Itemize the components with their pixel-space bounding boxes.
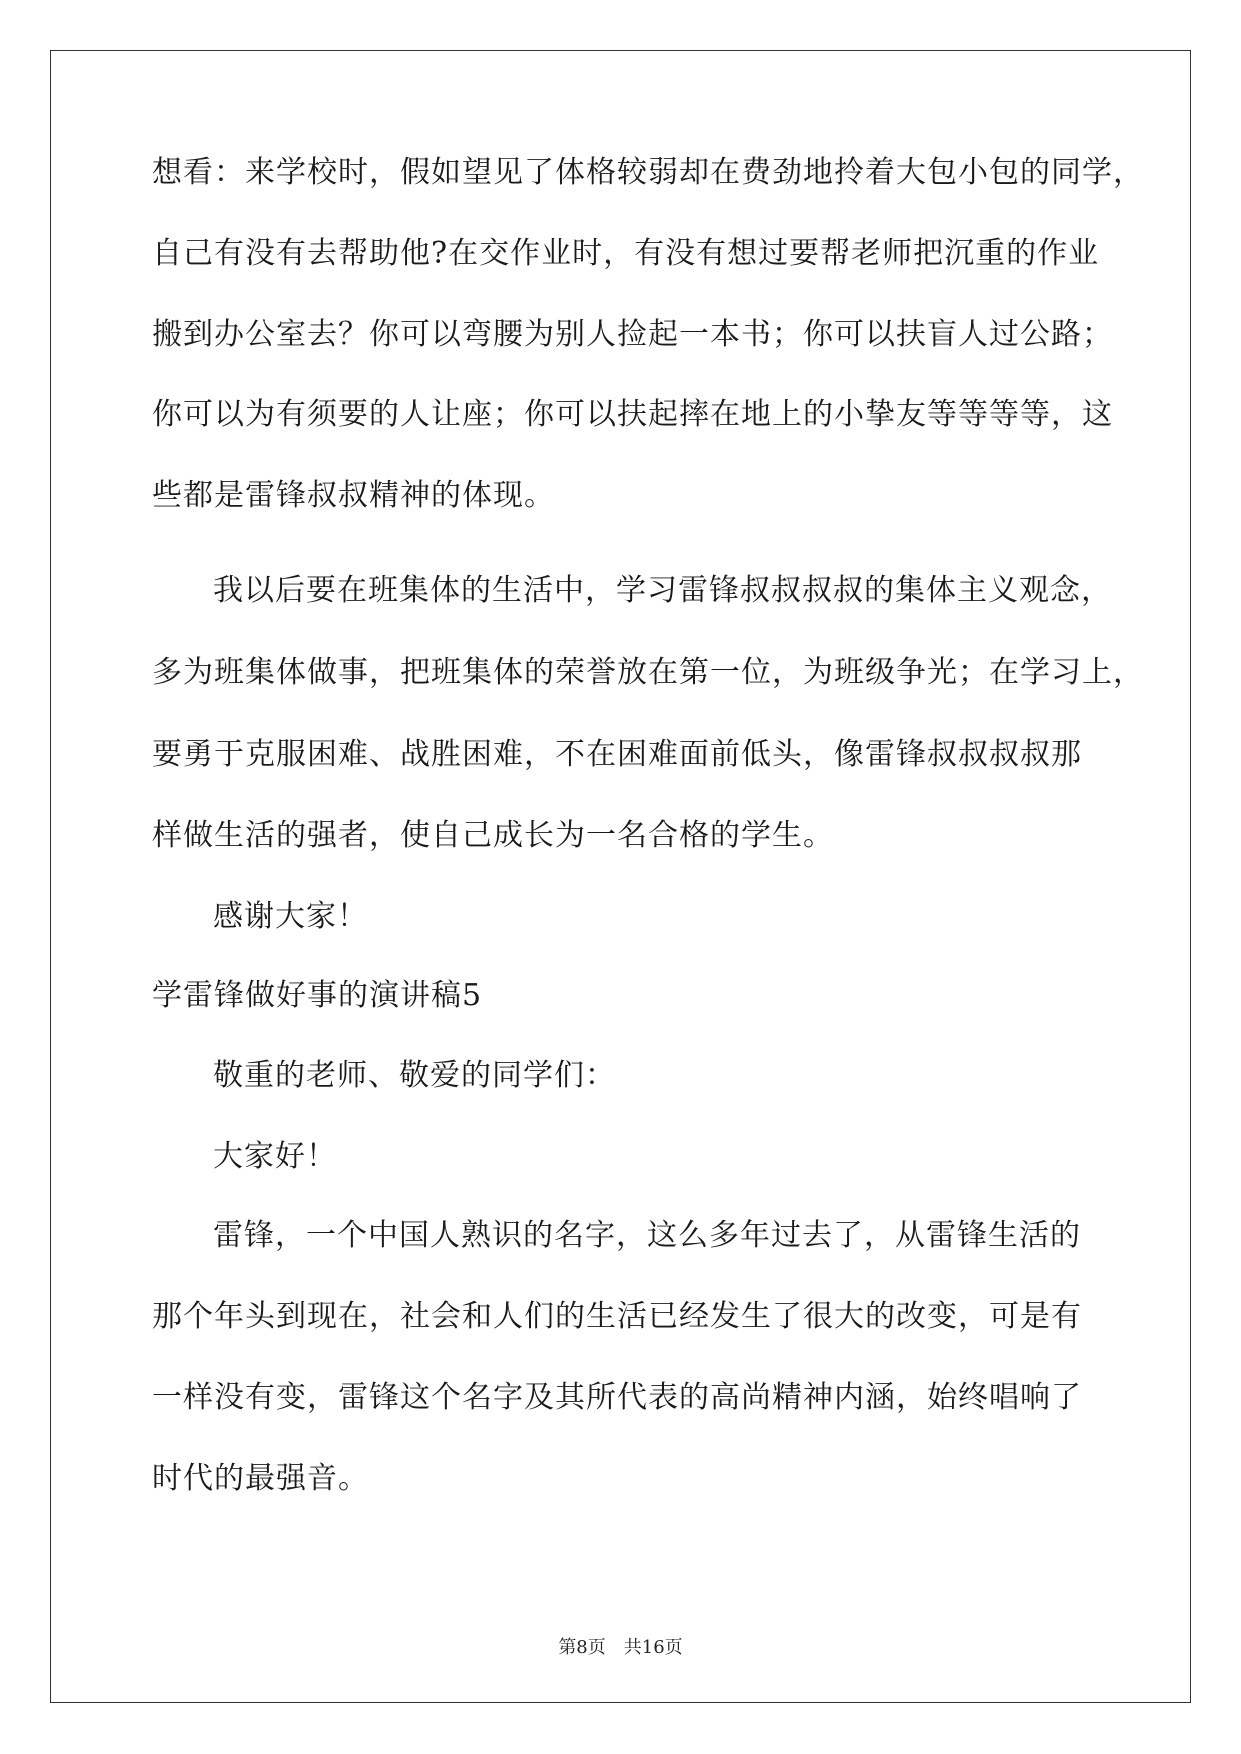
- salutation-line: 敬重的老师、敬爱的同学们：: [213, 1058, 616, 1093]
- text-line-4: 你可以为有须要的人让座；你可以扶起摔在地上的小挚友等等等等，这: [152, 397, 1113, 432]
- text-line-17: 时代的最强音。: [152, 1461, 369, 1496]
- paragraph-start-line: 我以后要在班集体的生活中，学习雷锋叔叔叔叔的集体主义观念，: [213, 573, 1112, 608]
- page-footer: [0, 1636, 1241, 1660]
- text-line-2: 自己有没有去帮助他?在交作业时，有没有想过要帮老师把沉重的作业: [152, 236, 1100, 271]
- text-line-5: 些都是雷锋叔叔精神的体现。: [152, 478, 555, 513]
- text-line-3: 搬到办公室去？你可以弯腰为别人捡起一本书；你可以扶盲人过公路；: [152, 317, 1113, 352]
- greeting-line: 大家好！: [213, 1139, 337, 1174]
- text-line-7: 多为班集体做事，把班集体的荣誉放在第一位，为班级争光；在学习上，: [152, 655, 1144, 690]
- current-page-number: 第8页: [558, 1637, 606, 1658]
- total-pages: 共16页: [623, 1637, 683, 1658]
- page-border: [50, 50, 1191, 1703]
- text-line-1: 想看：来学校时，假如望见了体格较弱却在费劲地拎着大包小包的同学，: [152, 155, 1144, 190]
- text-line-9: 样做生活的强者，使自己成长为一名合格的学生。: [152, 818, 834, 853]
- section-heading: 学雷锋做好事的演讲稿5: [152, 978, 483, 1013]
- text-line-8: 要勇于克服困难、战胜困难，不在困难面前低头，像雷锋叔叔叔叔那: [152, 737, 1082, 772]
- text-line-16: 一样没有变，雷锋这个名字及其所代表的高尚精神内涵，始终唱响了: [152, 1380, 1082, 1415]
- paragraph-start-line: 雷锋，一个中国人熟识的名字，这么多年过去了，从雷锋生活的: [213, 1218, 1081, 1253]
- thanks-line: 感谢大家！: [213, 899, 368, 934]
- text-line-15: 那个年头到现在，社会和人们的生活已经发生了很大的改变，可是有: [152, 1299, 1082, 1334]
